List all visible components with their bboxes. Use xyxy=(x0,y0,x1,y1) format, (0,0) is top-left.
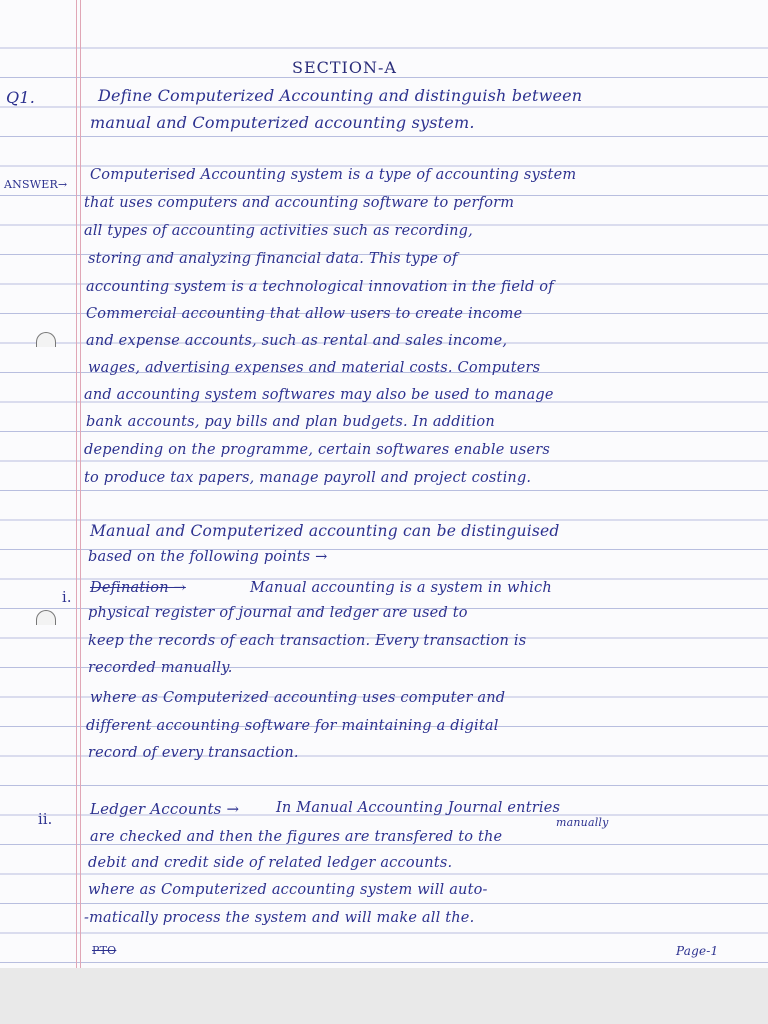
point-line: record of every transaction. xyxy=(88,745,299,761)
answer-line: wages, advertising expenses and material costs. Computers xyxy=(88,360,541,376)
question-number: Q1. xyxy=(6,88,35,107)
point-number: ii. xyxy=(38,812,53,828)
point-line: In Manual Accounting Journal entries xyxy=(276,800,561,816)
point-line: where as Computerized accounting uses computer and xyxy=(90,690,506,706)
answer-line: Commercial accounting that allow users to create income xyxy=(86,306,523,322)
answer-line: storing and analyzing financial data. This type of xyxy=(88,251,458,267)
answer-line: accounting system is a technological innovation in the field of xyxy=(86,279,554,295)
point-label: Defination → xyxy=(90,580,186,596)
point-line: where as Computerized accounting system will auto- xyxy=(88,882,488,898)
insertion-note: manually xyxy=(556,816,609,829)
scan-background xyxy=(0,968,768,1024)
answer-line: bank accounts, pay bills and plan budgets. In addition xyxy=(86,414,495,430)
point-line: different accounting software for maintaining a digital xyxy=(86,718,499,734)
answer-line: and accounting system softwares may also be used to manage xyxy=(84,387,554,403)
page-initials: PTO xyxy=(92,944,117,957)
point-line: debit and credit side of related ledger accounts. xyxy=(88,855,453,871)
point-number: i. xyxy=(62,590,72,606)
point-line: are checked and then the figures are transfered to the xyxy=(90,829,503,845)
question-line-2: manual and Computerized accounting system. xyxy=(90,113,475,132)
point-line: -matically process the system and will make all the. xyxy=(84,910,475,926)
answer-line: depending on the programme, certain softwares enable users xyxy=(84,442,551,458)
answer-line: and expense accounts, such as rental and sales income, xyxy=(86,333,508,349)
point-line: keep the records of each transaction. Every transaction is xyxy=(88,633,527,649)
answer-line: all types of accounting activities such as recording, xyxy=(84,223,473,239)
point-line: Manual accounting is a system in which xyxy=(250,580,552,596)
left-margin-line xyxy=(76,0,77,968)
punch-hole xyxy=(36,610,56,625)
answer-line: Computerised Accounting system is a type of accounting system xyxy=(90,167,577,183)
question-line-1: Define Computerized Accounting and distinguish between xyxy=(98,86,583,105)
answer-line: to produce tax papers, manage payroll and project costing. xyxy=(84,470,532,486)
distinguish-line: based on the following points → xyxy=(88,549,328,565)
point-label: Ledger Accounts → xyxy=(90,800,240,818)
left-margin-line-inner xyxy=(80,0,81,968)
point-line: recorded manually. xyxy=(88,660,233,676)
section-heading: SECTION-A xyxy=(292,58,397,77)
page-number: Page-1 xyxy=(676,944,719,958)
answer-label: ANSWER→ xyxy=(4,178,68,191)
distinguish-line: Manual and Computerized accounting can be distinguised xyxy=(90,522,560,540)
punch-hole xyxy=(36,332,56,347)
point-line: physical register of journal and ledger are used to xyxy=(88,605,468,621)
answer-line: that uses computers and accounting software to perform xyxy=(84,195,515,211)
